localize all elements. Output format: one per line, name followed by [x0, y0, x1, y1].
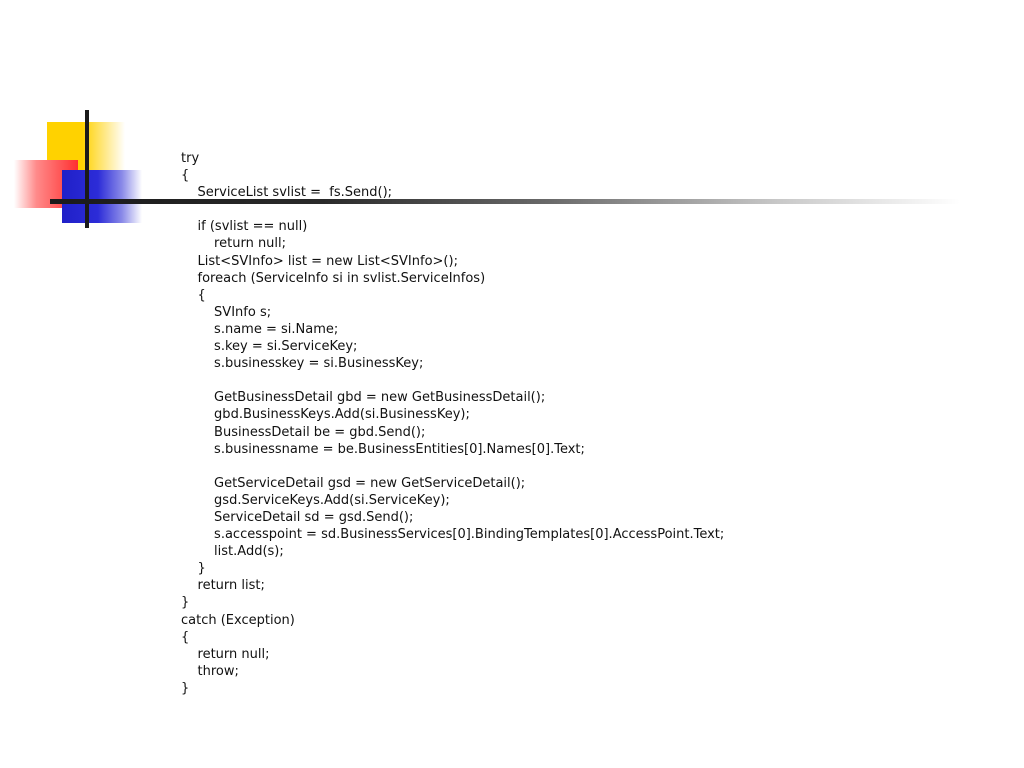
code-line: ServiceList svlist = fs.Send();	[181, 185, 393, 201]
code-line: }	[181, 561, 206, 577]
code-line: if (svlist == null)	[181, 219, 308, 235]
code-line: BusinessDetail be = gbd.Send();	[181, 424, 426, 440]
code-line: }	[181, 680, 190, 696]
code-line: catch (Exception)	[181, 612, 295, 628]
decorative-blue-square	[62, 170, 142, 223]
code-line: s.businessname = be.BusinessEntities[0].Names[0].Text;	[181, 441, 585, 457]
code-line: return null;	[181, 646, 270, 662]
code-line: return list;	[181, 578, 265, 594]
code-line: {	[181, 629, 190, 645]
code-line: List<SVInfo> list = new List<SVInfo>();	[181, 253, 458, 269]
code-line: GetServiceDetail gsd = new GetServiceDetail();	[181, 475, 526, 491]
code-line: {	[181, 168, 190, 184]
code-line: return null;	[181, 236, 287, 252]
code-line: GetBusinessDetail gbd = new GetBusinessDetail();	[181, 390, 546, 406]
code-line: {	[181, 287, 206, 303]
decorative-vertical-rule	[85, 110, 89, 228]
code-line: list.Add(s);	[181, 544, 284, 560]
code-line	[181, 372, 724, 389]
code-line: gsd.ServiceKeys.Add(si.ServiceKey);	[181, 492, 450, 508]
code-line: ServiceDetail sd = gsd.Send();	[181, 509, 414, 525]
code-line: try	[181, 151, 200, 166]
code-line: s.accesspoint = sd.BusinessServices[0].BindingTemplates[0].AccessPoint.Text;	[181, 527, 725, 543]
code-line: throw;	[181, 663, 239, 679]
code-line: SVInfo s;	[181, 304, 272, 320]
code-block	[181, 150, 724, 697]
code-line: s.businesskey = si.BusinessKey;	[181, 356, 424, 372]
code-line	[181, 458, 724, 475]
code-line: s.key = si.ServiceKey;	[181, 339, 358, 355]
code-line: s.name = si.Name;	[181, 321, 339, 337]
code-line	[181, 201, 724, 218]
code-line: gbd.BusinessKeys.Add(si.BusinessKey);	[181, 407, 470, 423]
code-line: foreach (ServiceInfo si in svlist.ServiceInfos)	[181, 270, 486, 286]
code-line: }	[181, 595, 190, 611]
